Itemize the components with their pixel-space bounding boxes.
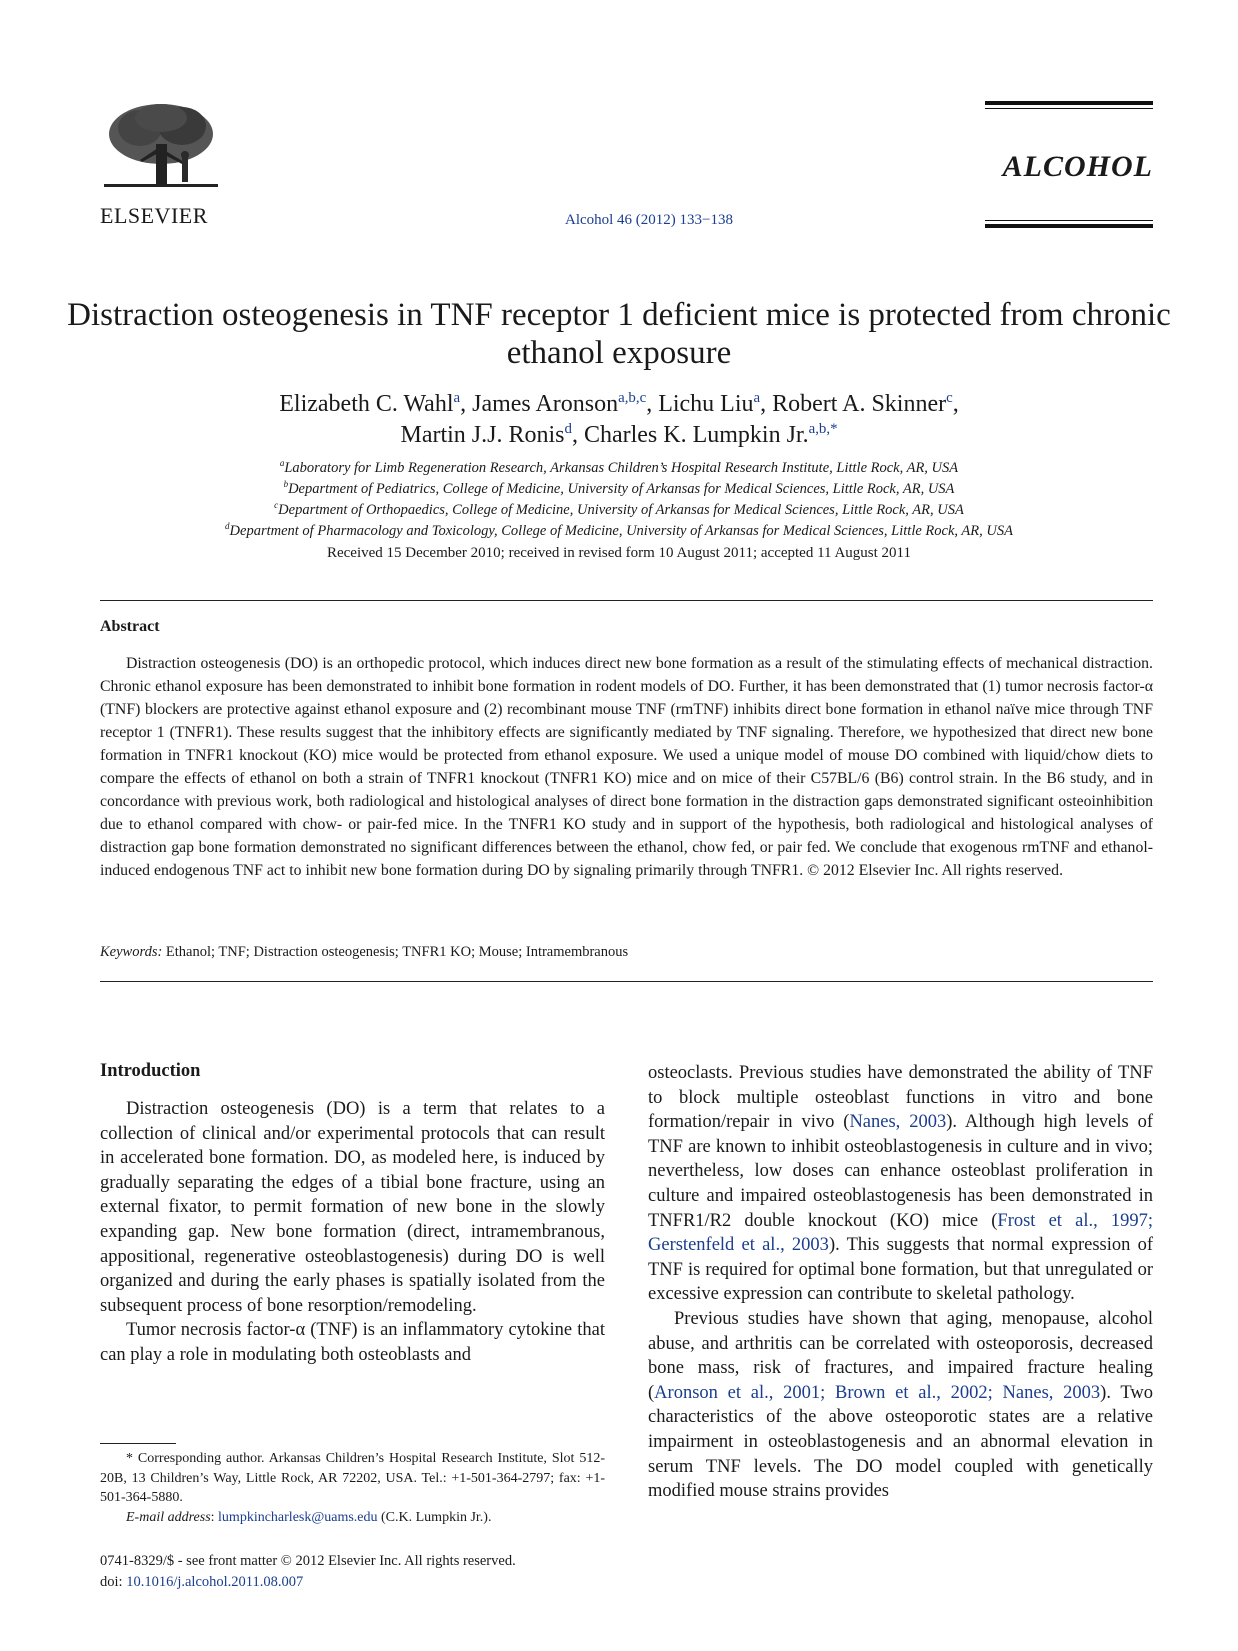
corresponding-author-note: * Corresponding author. Arkansas Children’s Hospital Research Institute, Slot 512-20B, 13 Children’s Way, Little Rock, AR 72202, USA. Tel.: +1-501-364-2797; fax: +1-501-364-5880.	[100, 1451, 605, 1505]
publisher-name: ELSEVIER	[100, 203, 208, 228]
author-affiliation-marker[interactable]: a,b,*	[808, 421, 838, 437]
keywords-label: Keywords:	[100, 944, 163, 960]
author: James Aronson$^{a,b,c}$,	[472, 390, 659, 417]
author-affiliation-marker[interactable]: a	[753, 390, 761, 406]
affiliation-list	[60, 458, 1178, 542]
issn-line: 0741-8329/$ - see front matter © 2012 Elsevier Inc. All rights reserved.	[100, 1553, 516, 1569]
author-list	[60, 389, 1178, 451]
right-paragraph-1: osteoclasts. Previous studies have demonstrated the ability of TNF to block multiple osteoblast functions in vitro and bone formation/repair in vivo (Nanes, 2003). Although high levels of TNF are known to inhibit osteoblastogenesis in culture and in vivo; nevertheless, low doses can enhance osteoblast proliferation in culture and impaired osteoblastogenesis has been demonstrated in TNFR1/R2 double knockout (KO) mice (Frost et al., 1997; Gerstenfeld et al., 2003). This suggests that normal expression of TNF is required for optimal bone formation, but that unregulated or excessive expression can contribute to skeletal pathology.	[648, 1063, 1154, 1305]
right-paragraph-2: Previous studies have shown that aging, menopause, alcohol abuse, and arthritis can be correlated with osteoporosis, decreased bone mass, risk of fractures, and impaired fracture healing (Aronson et al., 2001; Brown et al., 2002; Nanes, 2003). Two characteristics of the above osteoporotic states are a relative impairment in osteoblastogenesis and an abnormal elevation in serum TNF levels. The DO model coupled with genetically modified mouse strains provides	[648, 1308, 1153, 1502]
author: Robert A. Skinner$^c$,	[772, 390, 959, 417]
ref-link-nanes-2003[interactable]: Nanes, 2003	[849, 1112, 947, 1133]
affiliation: $^a$Laboratory for Limb Regeneration Research, Arkansas Children’s Hospital Research Institute, Little Rock, AR, USA	[279, 458, 959, 476]
journal-rule-bottom-thin	[985, 220, 1153, 221]
issn-doi: 0741-8329/$ - see front matter © 2012 Elsevier Inc. All rights reserved. doi: 10.1016/j.alcohol.2011.08.007	[100, 1553, 516, 1590]
intro-paragraph-1: Distraction osteogenesis (DO) is a term that relates to a collection of clinical and/or experimental protocols that can result in accelerated bone formation. DO, as modeled here, is induced by gradually separating the edges of a tibial bone fracture, using an external fixator, to permit formation of new bone in the slowly expanding gap. New bone formation (direct, intramembranous, appositional, regenerative osteoblastogenesis) during DO is well organized and during the early phases is spatially isolated from the subsequent process of bone resorption/remodeling.	[100, 1099, 605, 1316]
abstract-rule-top	[100, 600, 1153, 601]
author-affiliation-marker[interactable]: a,b,c	[618, 390, 647, 406]
right-column	[648, 1061, 1153, 1504]
left-column	[100, 1097, 605, 1368]
author-affiliation-marker[interactable]: c	[946, 390, 953, 406]
ref-link-aronson-brown-nanes[interactable]: Aronson et al., 2001; Brown et al., 2002; Nanes, 2003	[654, 1382, 1101, 1403]
author: Elizabeth C. Wahl$^a$,	[279, 390, 473, 417]
author-affiliation-marker[interactable]: a	[453, 390, 461, 406]
abstract-heading: Abstract	[100, 618, 160, 635]
email-link[interactable]: lumpkincharlesk@uams.edu	[218, 1509, 378, 1525]
elsevier-tree-logo	[100, 100, 222, 196]
intro-paragraph-2: Tumor necrosis factor-α (TNF) is an inflammatory cytokine that can play a role in modulating both osteoblasts and	[100, 1320, 605, 1365]
footnote-rule	[100, 1443, 176, 1444]
author: Martin J.J. Ronis$^d$,	[400, 421, 584, 448]
abstract-rule-bottom	[100, 981, 1153, 982]
affiliation: $^b$Department of Pediatrics, College of Medicine, University of Arkansas for Medical Sciences, Little Rock, AR, USA	[283, 479, 955, 497]
affiliation: $^d$Department of Pharmacology and Toxicology, College of Medicine, University of Arkansas for Medical Sciences, Little Rock, AR, USA	[225, 521, 1013, 539]
author: Lichu Liu$^a$,	[658, 390, 773, 417]
doi-link[interactable]: 10.1016/j.alcohol.2011.08.007	[126, 1574, 304, 1590]
email-line: E-mail address: lumpkincharlesk@uams.edu (C.K. Lumpkin Jr.).	[126, 1509, 492, 1525]
journal-rule-bottom	[985, 224, 1153, 228]
affiliation: $^c$Department of Orthopaedics, College of Medicine, University of Arkansas for Medical Sciences, Little Rock, AR, USA	[274, 500, 964, 518]
section-heading-introduction: Introduction	[100, 1061, 201, 1081]
keywords	[100, 944, 628, 961]
keywords-text: Ethanol; TNF; Distraction osteogenesis; TNFR1 KO; Mouse; Intramembranous	[165, 944, 629, 960]
author: Charles K. Lumpkin Jr.$^{a,b,*}$	[583, 421, 838, 448]
ref-link-frost-gerstenfeld[interactable]: Frost et al., 1997; Gerstenfeld et al., 2003	[648, 1210, 1153, 1256]
received-dates: Received 15 December 2010; received in revised form 10 August 2011; accepted 11 August 2011	[326, 545, 911, 561]
journal-rule-top	[985, 101, 1153, 105]
journal-name: ALCOHOL	[1002, 150, 1153, 183]
citation-link[interactable]: Alcohol 46 (2012) 133−138	[564, 212, 734, 228]
footnote	[100, 1449, 605, 1527]
author-affiliation-marker[interactable]: d	[564, 421, 572, 437]
article-title: Distraction osteogenesis in TNF receptor 1 deficient mice is protected from chronic ethanol exposure	[67, 297, 1171, 371]
journal-rule-top-thin	[985, 108, 1153, 109]
abstract-text: Distraction osteogenesis (DO) is an orthopedic protocol, which induces direct new bone formation as a result of the stimulating effects of mechanical distraction. Chronic ethanol exposure has been demonstrated to inhibit bone formation in rodent models of DO. Further, it has been demonstrated that (1) tumor necrosis factor-α (TNF) blockers are protective against ethanol exposure and (2) recombinant mouse TNF (rmTNF) inhibits direct bone formation in ethanol naïve mice through TNF receptor 1 (TNFR1). These results suggest that the inhibitory effects are significantly mediated by TNF signaling. Therefore, we hypothesized that direct new bone formation in TNFR1 knockout (KO) mice would be protected from ethanol exposure. We used a unique model of mouse DO combined with liquid/chow diets to compare the effects of ethanol on both a strain of TNFR1 knockout (TNFR1 KO) mice and on mice of their C57BL/6 (B6) control strain. In the B6 study, and in concordance with previous work, both radiological and histological analyses of direct bone formation in the distraction gaps demonstrated significant osteoinhibition due to ethanol compared with chow- or pair-fed mice. In the TNFR1 KO study and in support of the hypothesis, both radiological and histological analyses of distraction gap bone formation demonstrated no significant differences between the ethanol, chow fed, or pair fed. We conclude that exogenous rmTNF and ethanol-induced endogenous TNF act to inhibit new bone formation during DO by signaling primarily through TNFR1. © 2012 Elsevier Inc. All rights reserved.	[100, 655, 1153, 879]
